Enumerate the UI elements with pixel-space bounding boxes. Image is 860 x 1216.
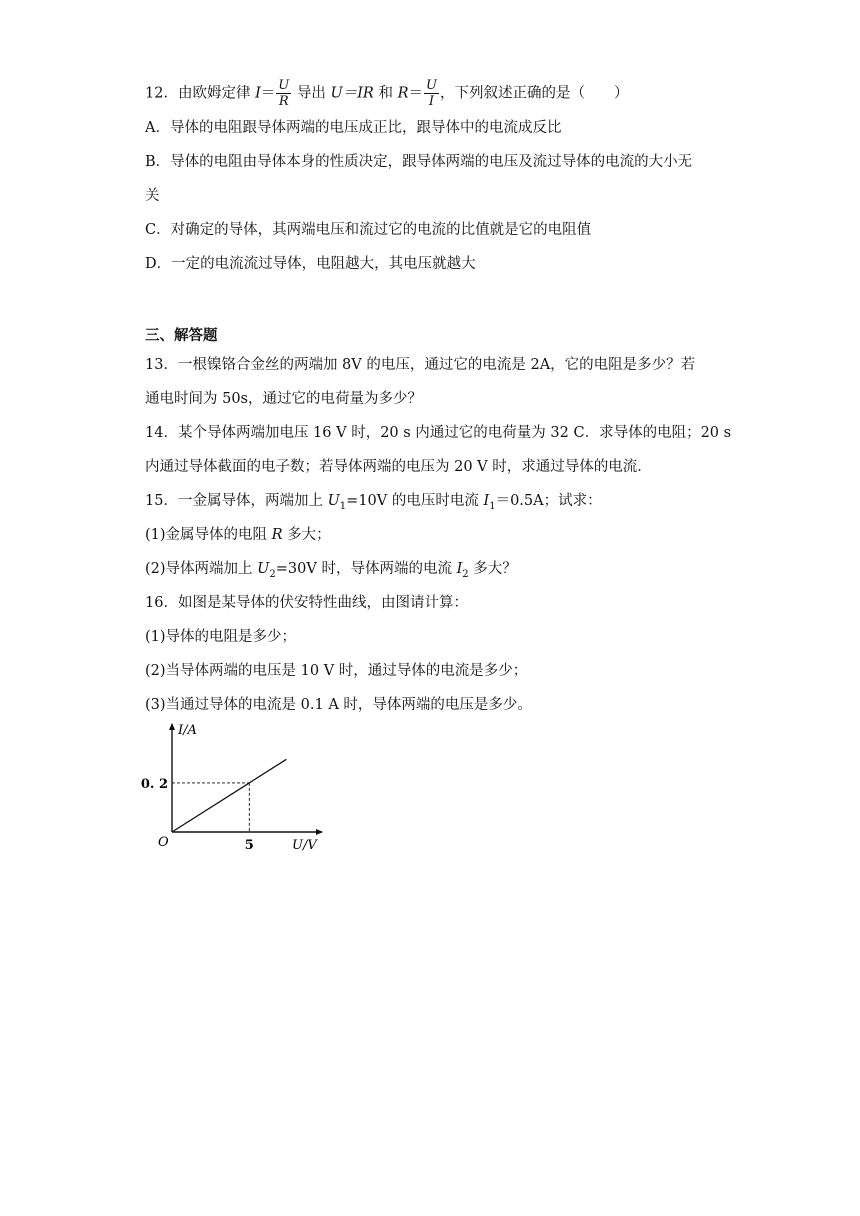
formula-i: I <box>255 85 261 102</box>
formula-u-ir: U＝IR <box>330 85 374 102</box>
symbol-i2: I <box>456 561 463 577</box>
q12-option-d: D．一定的电流流过导体，电阻越大，其电压就越大 <box>145 256 476 272</box>
q12-option-b-line1: B．导体的电阻由导体本身的性质决定，跟导体两端的电压及流过导体的电流的大小无 <box>145 154 693 170</box>
q12-and: 和 <box>378 85 393 102</box>
q12-tail: ，下列叙述正确的是（ ） <box>439 85 629 102</box>
formula-r: R <box>397 85 409 102</box>
fraction-denominator: R <box>278 94 289 109</box>
q15-part2-a: (2)导体两端加上 <box>145 561 258 577</box>
q14-line1: 14．某个导体两端加电压 16 V 时，20 s 内通过它的电荷量为 32 C．求导体的电阻；20 s <box>145 425 732 441</box>
q12-derive: 导出 <box>296 85 326 102</box>
q12-option-a: A．导体的电阻跟导体两端的电压成正比，跟导体中的电流成反比 <box>145 120 562 136</box>
subscript-1: 1 <box>339 500 347 512</box>
fraction-u-over-i <box>424 78 439 109</box>
q12-stem <box>145 78 628 109</box>
iv-line <box>172 759 286 832</box>
q15-part2 <box>145 559 517 585</box>
q13-line1: 13．一根镍铬合金丝的两端加 8V 的电压，通过它的电流是 2A，它的电阻是多少？若 <box>145 357 696 373</box>
q13-line2: 通电时间为 50s，通过它的电荷量为多少？ <box>145 391 422 407</box>
q15-part2-c: 多大？ <box>468 561 517 577</box>
q16-part1: (1)导体的电阻是多少； <box>145 629 297 645</box>
q15-text-b: =10V 的电压时电流 <box>346 493 484 509</box>
symbol-i: I <box>483 493 490 509</box>
y-axis-label: I/A <box>178 723 197 738</box>
origin-label: O <box>158 835 169 850</box>
q15-stem <box>145 491 602 517</box>
fraction-numerator-2: U <box>426 78 437 93</box>
subscript-1b: 1 <box>489 500 496 512</box>
q16-part2: (2)当导体两端的电压是 10 V 时，通过导体的电流是多少； <box>145 663 528 679</box>
subscript-2b: 2 <box>462 568 469 580</box>
symbol-u: U <box>327 493 340 509</box>
x-tick-label: 5 <box>244 838 254 853</box>
x-axis-label: U/V <box>292 838 317 853</box>
symbol-u2: U <box>257 561 270 577</box>
symbol-r: R <box>271 527 283 543</box>
fraction-numerator: U <box>278 78 290 93</box>
q12-option-b-line2: 关 <box>145 188 160 204</box>
fraction-denominator-2: I <box>428 94 435 109</box>
q15-text-c: ＝0.5A；试求： <box>495 493 602 509</box>
section-heading: 三、解答题 <box>145 327 218 344</box>
fraction-u-over-r <box>276 78 291 109</box>
subscript-2: 2 <box>269 568 276 580</box>
q16-line1: 16．如图是某导体的伏安特性曲线，由图请计算： <box>145 595 468 611</box>
q15-part2-b: =30V 时，导体两端的电流 <box>275 561 457 577</box>
q15-part1 <box>145 525 331 545</box>
q15-part1-b: 多大； <box>282 527 331 543</box>
equals-sign: ＝ <box>260 85 276 102</box>
q12-number: 12． <box>145 85 178 102</box>
q14-line2: 内通过导体截面的电子数；若导体两端的电压为 20 V 时，求通过导体的电流． <box>145 459 652 475</box>
q12-intro: 由欧姆定律 <box>177 85 251 102</box>
q15-part1-a: (1)金属导体的电阻 <box>145 527 272 543</box>
q12-option-c: C．对确定的导体，其两端电压和流过它的电流的比值就是它的电阻值 <box>145 222 592 238</box>
equals-sign-2: ＝ <box>408 85 423 102</box>
q16-part3: (3)当通过导体的电流是 0.1 A 时，导体两端的电压是多少。 <box>145 697 532 713</box>
iv-characteristic-graph <box>140 718 350 858</box>
y-tick-label: 0. 2 <box>140 776 168 792</box>
q15-text-a: 15．一金属导体，两端加上 <box>145 493 328 509</box>
